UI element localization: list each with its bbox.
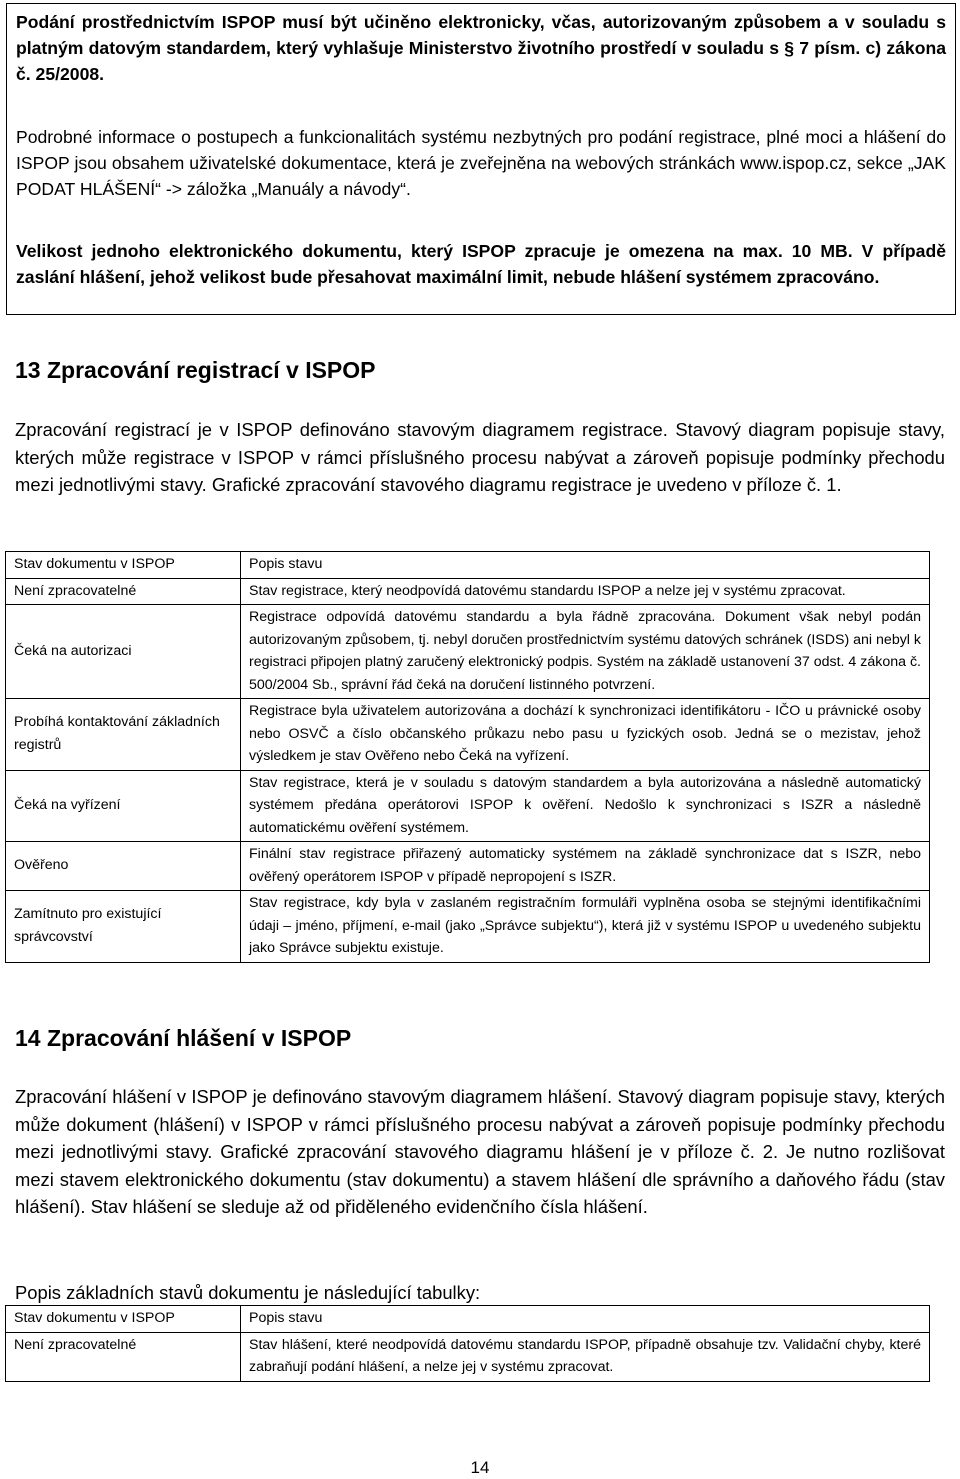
document-states-table (5, 1305, 930, 1382)
notice-paragraph-submission: Podání prostřednictvím ISPOP musí být učiněno elektronicky, včas, autorizovaným způsobem a v souladu s platným datovým standardem, který vyhlašuje Ministerstvo životního prostředí v souladu s § 7 písm. c) zákona č. 25/2008. (16, 12, 946, 84)
description-cell: Stav registrace, který neodpovídá datovému standardu ISPOP a nelze jej v systému zpracovat. (241, 578, 930, 605)
section-14-table-intro: Popis základních stavů dokumentu je následující tabulky: (15, 1282, 481, 1303)
table-header-row (6, 1306, 930, 1333)
description-cell: Stav hlášení, které neodpovídá datovému standardu ISPOP, případně obsahuje tzv. Validační chyby, které zabraňují podání hlášení, a nelze jej v systému zpracovat. (241, 1332, 930, 1381)
notice-paragraph-documentation: Podrobné informace o postupech a funkcionalitách systému nezbytných pro podání registrace, plné moci a hlášení do ISPOP jsou obsahem uživatelské dokumentace, která je zveřejněna na webových stránkách www.ispop.cz, sekce „JAK PODAT HLÁŠENÍ“ -> záložka „Manuály a návody“. (16, 127, 946, 199)
table-row (6, 891, 930, 963)
state-cell: Ověřeno (6, 842, 241, 891)
section-13-paragraph: Zpracování registrací je v ISPOP definováno stavovým diagramem registrace. Stavový diagram popisuje stavy, kterých může registrace v ISPOP v rámci příslušného procesu nabývat a zároveň popisuje podmínky přechodu mezi jednotlivými stavy. Grafické zpracování stavového diagramu registrace je uvedeno v příloze č. 1. (15, 419, 945, 495)
state-cell: Čeká na vyřízení (6, 770, 241, 842)
description-cell: Registrace odpovídá datovému standardu a byla řádně zpracována. Dokument však nebyl podán autorizovaným způsobem, tj. nebyl doručen prostřednictvím systému datových schránek (ISDS) ani nebyl k registraci připojen platný zaručený elektronický podpis. Systém na základě ustanovení 37 odst. 4 zákona č. 500/2004 Sb., správní řád čeká na doručení listinného potvrzení. (241, 605, 930, 699)
notice-paragraph-size-limit: Velikost jednoho elektronického dokumentu, který ISPOP zpracuje je omezena na max. 10 MB. V případě zaslání hlášení, jehož velikost bude přesahovat maximální limit, nebude hlášení systémem zpracováno. (16, 241, 946, 287)
notice-box (6, 3, 956, 315)
table-row (6, 578, 930, 605)
table-header-row (6, 552, 930, 579)
registration-states-table (5, 551, 930, 963)
table-header-state: Stav dokumentu v ISPOP (6, 1306, 241, 1333)
table-row (6, 605, 930, 699)
table-row (6, 770, 930, 842)
section-14-paragraph: Zpracování hlášení v ISPOP je definováno stavovým diagramem hlášení. Stavový diagram popisuje stavy, kterých může dokument (hlášení) v ISPOP v rámci příslušného procesu nabývat a zároveň popisuje podmínky přechodu mezi jednotlivými stavy. Grafické zpracování stavového diagramu hlášení je v příloze č. 2. Je nutno rozlišovat mezi stavem elektronického dokumentu (stav dokumentu) a stavem hlášení dle správního a daňového řádu (stav hlášení). Stav hlášení se sleduje až od přiděleného evidenčního čísla hlášení. (15, 1086, 945, 1217)
ispop-website-link[interactable]: www.ispop.cz (740, 153, 847, 173)
description-cell: Finální stav registrace přiřazený automaticky systémem na základě synchronizace dat s ISZR, nebo ověřený operátorem ISPOP v případě nepropojení s ISZR. (241, 842, 930, 891)
description-cell: Stav registrace, která je v souladu s datovým standardem a byla autorizována a následně automatický systémem předána operátorovi ISPOP k ověření. Nedošlo k synchronizaci s ISZR a následně automatickému ověření systémem. (241, 770, 930, 842)
page-number: 14 (470, 1458, 490, 1477)
state-cell: Není zpracovatelné (6, 1332, 241, 1381)
table-row (6, 1332, 930, 1381)
description-cell: Registrace byla uživatelem autorizována a dochází k synchronizaci identifikátoru - IČO u právnické osoby nebo OSVČ a číslo občanského průkazu nebo pasu u fyzických osob. Jedná se o mezistav, jehož výsledkem je stav Ověřeno nebo Čeká na vyřízení. (241, 699, 930, 771)
section-14-heading: 14 Zpracování hlášení v ISPOP (15, 1025, 352, 1051)
state-cell: Není zpracovatelné (6, 578, 241, 605)
table-header-description: Popis stavu (241, 552, 930, 579)
table-row (6, 842, 930, 891)
state-cell: Zamítnuto pro existující správcovství (6, 891, 241, 963)
table-header-description: Popis stavu (241, 1306, 930, 1333)
table-row (6, 699, 930, 771)
state-cell: Probíhá kontaktování základních registrů (6, 699, 241, 771)
state-cell: Čeká na autorizaci (6, 605, 241, 699)
table-header-state: Stav dokumentu v ISPOP (6, 552, 241, 579)
description-cell: Stav registrace, kdy byla v zaslaném registračním formuláři vyplněna osoba se stejnými identifikačními údaji – jméno, příjmení, e-mail (jako „Správce subjektu“), která již v systému ISPOP u uvedeného subjektu jako Správce subjektu existuje. (241, 891, 930, 963)
section-13-heading: 13 Zpracování registrací v ISPOP (15, 357, 376, 383)
